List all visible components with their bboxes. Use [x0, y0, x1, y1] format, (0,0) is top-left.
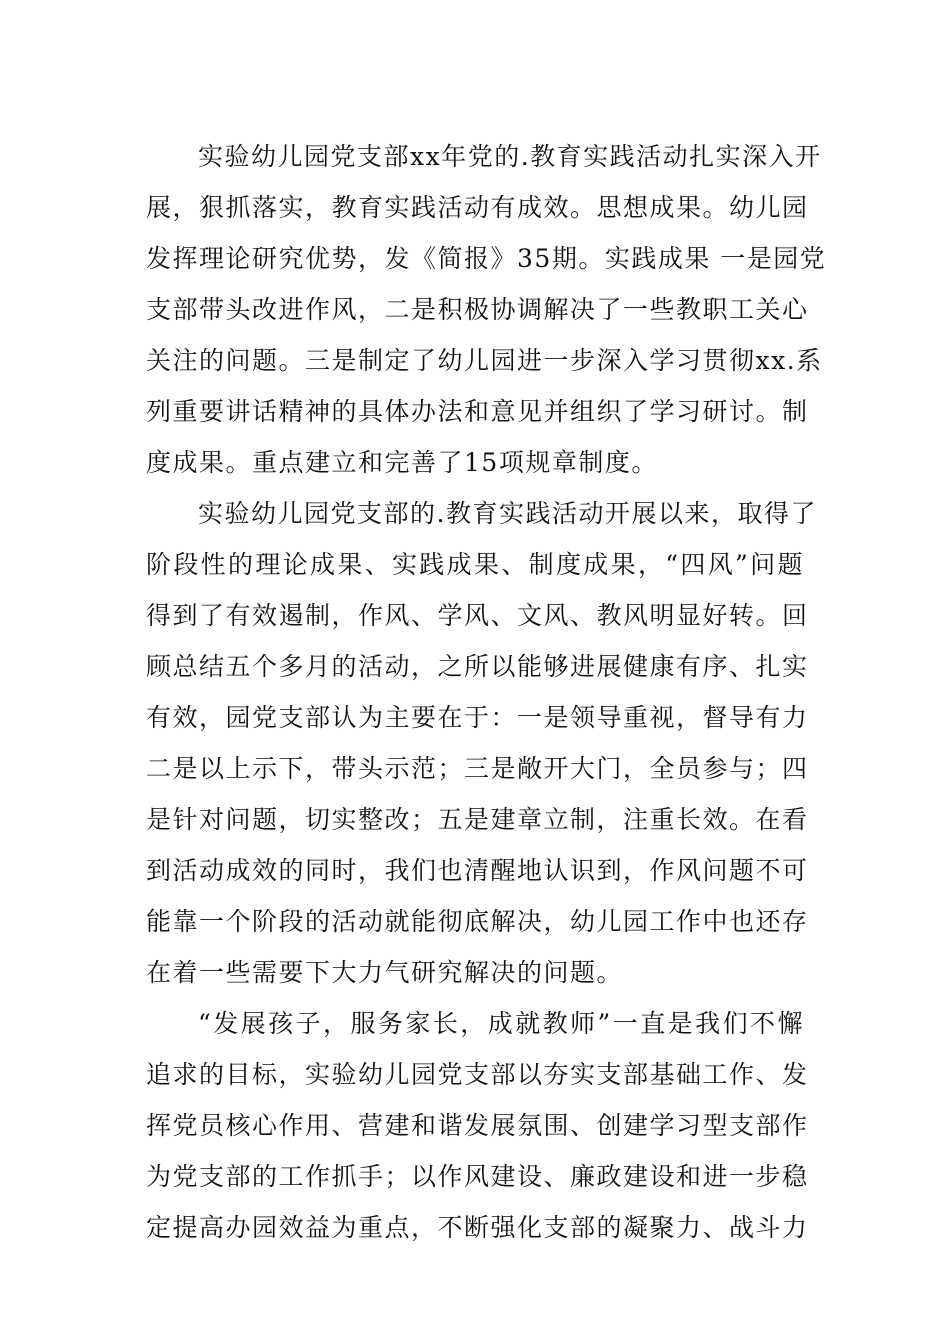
paragraph-line: 支部带头改进作风，二是积极协调解决了一些教职工关心 [146, 295, 809, 324]
paragraph-2 [146, 488, 817, 998]
paragraph-line: 挥党员核心作用、营建和谐发展氛围、创建学习型支部作 [146, 1111, 809, 1140]
paragraph-line: 追求的目标，实验幼儿园党支部以夯实支部基础工作、发 [146, 1060, 809, 1089]
paragraph-line: 到活动成效的同时，我们也清醒地认识到，作风问题不可 [146, 856, 809, 885]
paragraph-line: 展，狠抓落实，教育实践活动有成效。思想成果。幼儿园 [146, 193, 809, 222]
paragraph-line: 定提高办园效益为重点，不断强化支部的凝聚力、战斗力 [146, 1213, 809, 1242]
paragraph-line: “发展孩子，服务家长，成就教师”一直是我们不懈 [198, 1009, 804, 1038]
paragraph-line: 为党支部的工作抓手；以作风建设、廉政建设和进一步稳 [146, 1162, 809, 1191]
paragraph-line: 实验幼儿园党支部的.教育实践活动开展以来，取得了 [198, 499, 817, 528]
paragraph-line: 在着一些需要下大力气研究解决的问题。 [146, 958, 624, 987]
paragraph-line: 是针对问题，切实整改；五是建章立制，注重长效。在看 [146, 805, 809, 834]
paragraph-line: 顾总结五个多月的活动，之所以能够进展健康有序、扎实 [146, 652, 809, 681]
paragraph-1 [146, 131, 827, 488]
paragraph-line: 得到了有效遏制，作风、学风、文风、教风明显好转。回 [146, 601, 809, 630]
paragraph-line: 二是以上示下，带头示范；三是敞开大门，全员参与；四 [146, 754, 809, 783]
paragraph-line: 列重要讲话精神的具体办法和意见并组织了学习研讨。制 [146, 397, 809, 426]
document-body [146, 131, 827, 1253]
paragraph-line: 阶段性的理论成果、实践成果、制度成果，“四风”问题 [146, 550, 804, 579]
paragraph-line: 有效，园党支部认为主要在于：一是领导重视，督导有力 [146, 703, 809, 732]
paragraph-line: 发挥理论研究优势，发《简报》35期。实践成果 一是园党 [146, 244, 827, 273]
paragraph-line: 实验幼儿园党支部xx年党的.教育实践活动扎实深入开 [198, 142, 822, 171]
paragraph-line: 能靠一个阶段的活动就能彻底解决，幼儿园工作中也还存 [146, 907, 809, 936]
paragraph-3 [146, 998, 809, 1253]
paragraph-line: 度成果。重点建立和完善了15项规章制度。 [146, 448, 658, 477]
paragraph-line: 关注的问题。三是制定了幼儿园进一步深入学习贯彻xx.系 [146, 346, 823, 375]
